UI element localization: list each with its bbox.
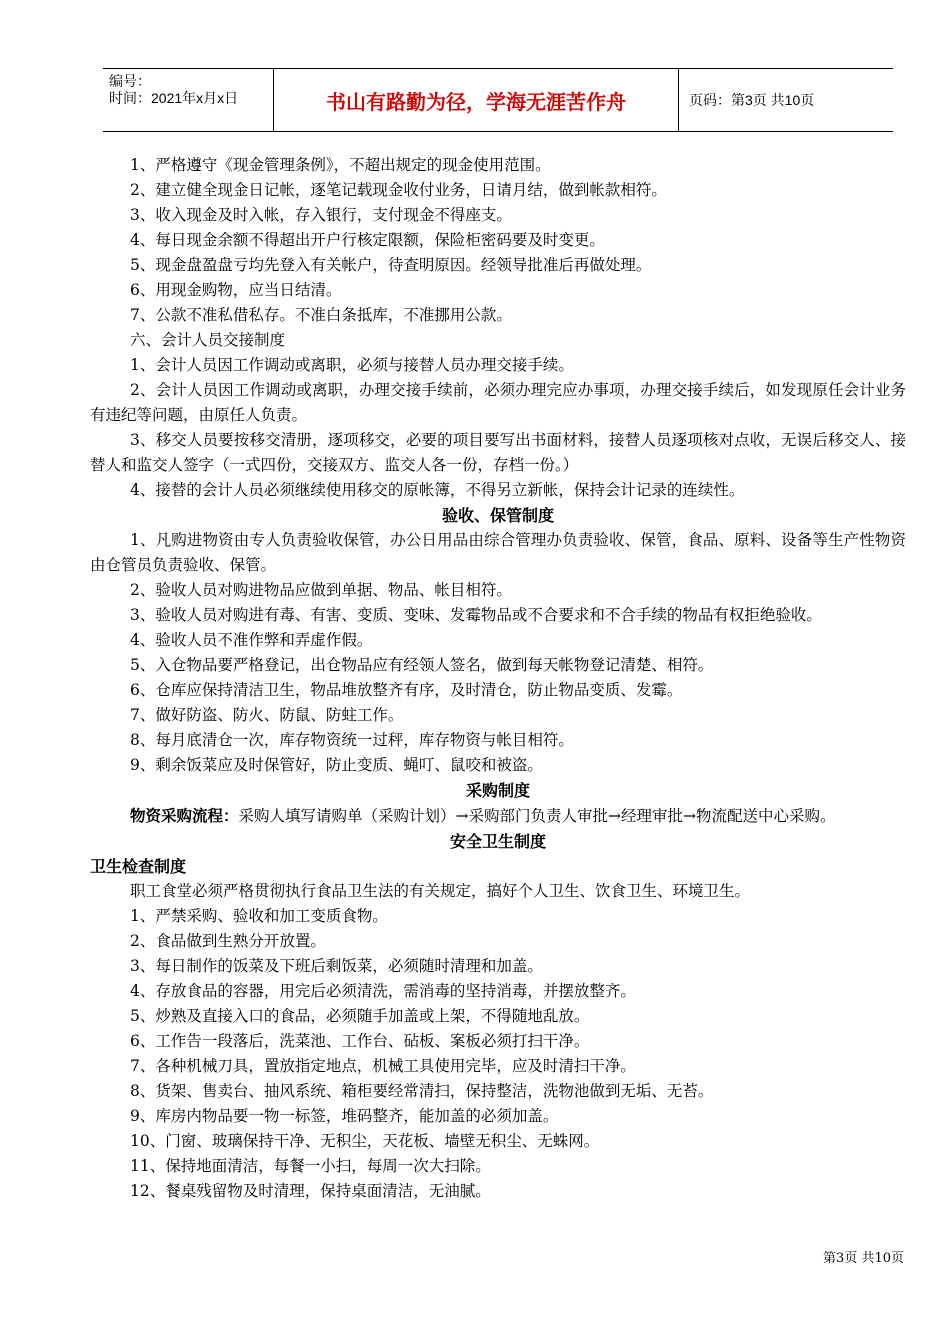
time-label: 时间：2021年x月x日 <box>109 90 239 106</box>
header-motto: 书山有路勤为径，学海无涯苦作舟 <box>326 89 626 114</box>
handover-rule: 2、会计人员因工作调动或离职，办理交接手续前，必须办理完应办事项，办理交接手续后，如发现原任会计业务有违纪等问题，由原任人负责。 <box>90 381 906 424</box>
purchase-paragraph <box>90 803 906 829</box>
hygiene-rule: 4、存放食品的容器，用完后必须清洗，需消毒的坚持消毒，并摆放整齐。 <box>130 982 636 1000</box>
cash-rule: 4、每日现金余额不得超出开户行核定限额，保险柜密码要及时变更。 <box>130 231 605 249</box>
purchase-lead: 物资采购流程： <box>130 806 239 825</box>
purchase-text: 采购人填写请购单（采购计划）→采购部门负责人审批→经理审批→物流配送中心采购。 <box>238 807 836 825</box>
cash-rule: 5、现金盘盈盘亏均先登入有关帐户，待查明原因。经领导批准后再做处理。 <box>130 256 652 274</box>
hygiene-title: 卫生检查制度 <box>90 857 187 876</box>
purchase-title: 采购制度 <box>465 781 530 800</box>
page-footer: 第3页 共10页 <box>823 1251 904 1266</box>
cash-rule: 6、用现金购物，应当日结清。 <box>130 281 342 299</box>
hygiene-rule: 11、保持地面清洁，每餐一小扫，每周一次大扫除。 <box>130 1157 491 1175</box>
hygiene-rule: 1、严禁采购、验收和加工变质食物。 <box>130 907 388 925</box>
hygiene-rule: 12、餐桌残留物及时清理，保持桌面清洁，无油腻。 <box>130 1182 491 1200</box>
safety-title: 安全卫生制度 <box>449 832 546 851</box>
header-divider <box>678 69 679 131</box>
hygiene-intro: 职工食堂必须严格贯彻执行食品卫生法的有关规定，搞好个人卫生、饮食卫生、环境卫生。 <box>130 882 751 900</box>
header-page-label: 页码：第3页 共10页 <box>689 92 815 108</box>
number-label: 编号： <box>109 73 151 89</box>
cash-rule: 7、公款不准私借私存。不准白条抵库，不准挪用公款。 <box>130 306 512 324</box>
cash-rule: 2、建立健全现金日记帐，逐笔记载现金收付业务，日请月结，做到帐款相符。 <box>130 181 667 199</box>
handover-rule: 4、接替的会计人员必须继续使用移交的原帐簿，不得另立新帐，保持会计记录的连续性。 <box>130 481 745 499</box>
storage-rules <box>90 528 906 778</box>
hygiene-rule: 8、货架、售卖台、抽风系统、箱柜要经常清扫，保持整洁，洗物池做到无垢、无苔。 <box>130 1082 714 1100</box>
storage-rule: 3、验收人员对购进有毒、有害、变质、变味、发霉物品或不合要求和不合手续的物品有权拒绝验收。 <box>130 606 822 624</box>
hygiene-rules <box>90 904 906 1204</box>
storage-rule: 7、做好防盗、防火、防鼠、防蛀工作。 <box>130 706 404 724</box>
handover-rule: 3、移交人员要按移交清册，逐项移交，必要的项目要写出书面材料，接替人员逐项核对点收，无误后移交人、接替人和监交人签字（一式四份，交接双方、监交人各一份，存档一份。） <box>90 431 906 474</box>
cash-rule: 1、严格遵守《现金管理条例》，不超出规定的现金使用范围。 <box>130 156 551 174</box>
storage-rule: 8、每月底清仓一次，库存物资统一过秤，库存物资与帐目相符。 <box>130 731 574 749</box>
hygiene-rule: 2、食品做到生熟分开放置。 <box>130 932 326 950</box>
hygiene-rule: 6、工作告一段落后，洗菜池、工作台、砧板、案板必须打扫干净。 <box>130 1032 590 1050</box>
handover-rules <box>90 353 906 503</box>
cash-rules <box>90 153 906 328</box>
hygiene-rule: 10、门窗、玻璃保持干净、无积尘，天花板、墙壁无积尘、无蛛网。 <box>130 1132 600 1150</box>
header-meta <box>109 73 269 107</box>
handover-title: 六、会计人员交接制度 <box>130 331 286 349</box>
storage-title: 验收、保管制度 <box>441 506 554 525</box>
storage-rule: 2、验收人员对购进物品应做到单据、物品、帐目相符。 <box>130 581 512 599</box>
hygiene-rule: 5、炒熟及直接入口的食品，必须随手加盖或上架，不得随地乱放。 <box>130 1007 590 1025</box>
storage-rule: 5、入仓物品要严格登记，出仓物品应有经领人签名，做到每天帐物登记清楚、相符。 <box>130 656 714 674</box>
storage-rule: 9、剩余饭菜应及时保管好，防止变质、蝇叮、鼠咬和被盗。 <box>130 756 543 774</box>
storage-rule: 4、验收人员不准作弊和弄虚作假。 <box>130 631 373 649</box>
handover-rule: 1、会计人员因工作调动或离职，必须与接替人员办理交接手续。 <box>130 356 574 374</box>
cash-rule: 3、收入现金及时入帐，存入银行，支付现金不得座支。 <box>130 206 512 224</box>
hygiene-rule: 3、每日制作的饭菜及下班后剩饭菜，必须随时清理和加盖。 <box>130 957 543 975</box>
hygiene-rule: 9、库房内物品要一物一标签，堆码整齐，能加盖的必须加盖。 <box>130 1107 559 1125</box>
page-header <box>103 68 893 132</box>
storage-rule: 6、仓库应保持清洁卫生，物品堆放整齐有序，及时清仓，防止物品变质、发霉。 <box>130 681 683 699</box>
document-body <box>90 153 906 1204</box>
storage-rule: 1、凡购进物资由专人负责验收保管，办公日用品由综合管理办负责验收、保管，食品、原料、设备等生产性物资由仓管员负责验收、保管。 <box>90 531 906 574</box>
hygiene-rule: 7、各种机械刀具，置放指定地点，机械工具使用完毕，应及时清扫干净。 <box>130 1057 636 1075</box>
